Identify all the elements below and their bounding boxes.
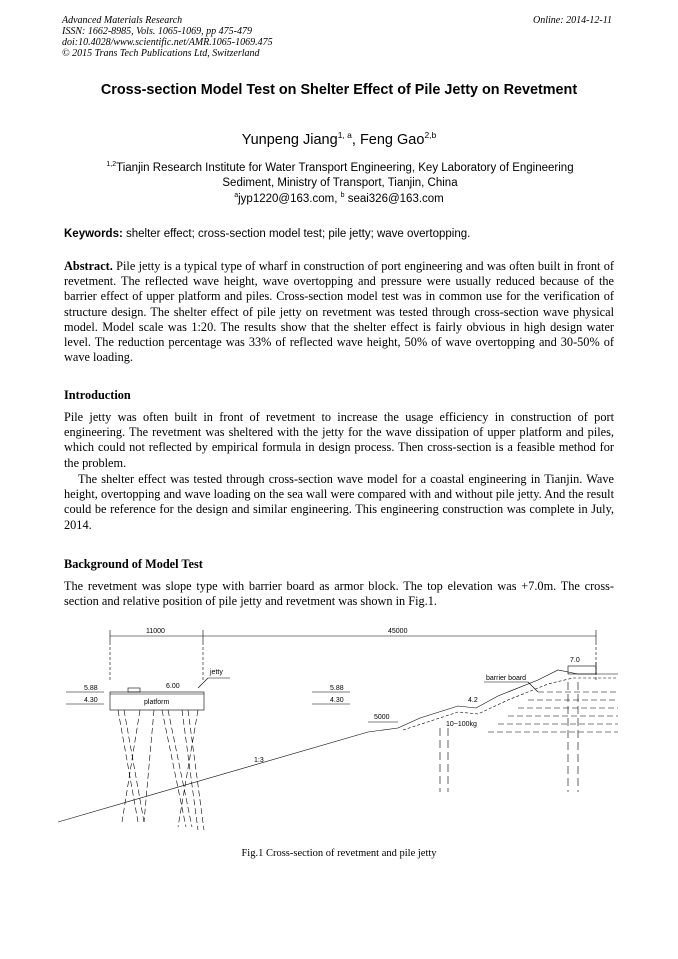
issn-line: ISSN: 1662-8985, Vols. 1065-1069, pp 475-479 [62, 26, 252, 37]
affiliation [80, 157, 600, 191]
berm-dimension: 5000 [374, 714, 390, 721]
online-date: Online: 2014-12-11 [533, 15, 612, 26]
water-hatching [488, 692, 618, 732]
seabed-line [58, 732, 368, 822]
journal-name: Advanced Materials Research [62, 15, 183, 26]
slope-label: 1:3 [254, 757, 264, 764]
email-b[interactable]: seai326@163.com [344, 192, 444, 205]
email-sep: , [334, 192, 341, 205]
author-2: Feng Gao [359, 131, 425, 148]
author-1-sup: 1, a [337, 130, 352, 140]
doi-line: doi:10.4028/www.scientific.net/AMR.1065-1069.475 [62, 37, 273, 48]
dim-left-label: 11000 [146, 628, 165, 635]
jetty-piles [118, 710, 204, 830]
water-level-low-left: 4.30 [84, 697, 98, 704]
email-line [40, 192, 638, 205]
email-b-sup: b [340, 192, 345, 199]
water-level-low-mid: 4.30 [330, 697, 344, 704]
heading-introduction: Introduction [64, 388, 131, 402]
water-level-high-left: 5.88 [84, 685, 98, 692]
author-sep: , [351, 131, 360, 148]
running-header [62, 15, 273, 59]
intro-paragraph-2: The shelter effect was tested through cross-section wave model for a coastal engineering in Tianjin. Wave height, overtopping and wave loading on the sea wall were compared with and without pile jetty. And the result could be reference for the design and similar engineering. This engineering construction was complete in July, 2014. [64, 472, 614, 532]
keywords [64, 228, 614, 240]
email-a[interactable]: jyp1220@163.com [238, 192, 335, 205]
keywords-text: shelter effect; cross-section model test; pile jetty; wave overtopping. [122, 228, 471, 240]
author-1: Yunpeng Jiang [241, 131, 338, 148]
author-line [40, 130, 638, 148]
armor-block-label: 10~100kg [446, 721, 477, 728]
affiliation-text: Tianjin Research Institute for Water Transport Engineering, Key Laboratory of Engineering Sediment, Ministry of Transport, Tianjin, China [116, 161, 574, 189]
barrier-board-label: barrier board [486, 675, 527, 682]
jetty-label: jetty [210, 669, 223, 676]
abstract-text: Pile jetty is a typical type of wharf in construction of port engineering and was often built in front of revetment. The reflected wave height, wave overtopping and pressure were usually reduced because of the barrier effect of upper platform and piles. Cross-section model test was in common use for the verification of structure design. The shelter effect of pile jetty on revetment was tested through cross-section wave physical model. Model scale was 1:20. The results show that the shelter effect is fairly obvious in high design water level. The reduction percentage was 33% of reflected wave height, 50% of wave overtopping and 30-50% of wave loading. [64, 259, 614, 365]
platform-label: platform [144, 699, 170, 706]
top-elevation: 7.0 [570, 657, 580, 664]
author-2-sup: 2,b [424, 130, 437, 140]
platform-elevation: 6.00 [166, 683, 180, 690]
abstract [64, 259, 614, 365]
email-a-sup: a [234, 192, 239, 199]
dim-right-label: 45000 [388, 628, 408, 635]
figure-caption: Fig.1 Cross-section of revetment and pile jetty [241, 848, 437, 859]
intro-paragraph-1: Pile jetty was often built in front of revetment to increase the usage efficiency in construction of port engineering. The revetment was sheltered with the jetty for the wave dissipation of upper platform and piles, which could not reflected by empirical formula in design process. Then cross-section is a feasible method for the problem. [64, 410, 614, 470]
background-paragraph: The revetment was slope type with barrier board as armor block. The top elevation was +7.0m. The cross-section and relative position of pile jetty and revetment was shown in Fig.1. [64, 579, 614, 609]
abstract-label: Abstract. [64, 259, 113, 273]
water-level-high-mid: 5.88 [330, 685, 344, 692]
mid-elevation: 4.2 [468, 697, 478, 704]
paper-title: Cross-section Model Test on Shelter Effect of Pile Jetty on Revetment [100, 82, 578, 98]
figure-cross-section [58, 622, 620, 837]
keywords-label: Keywords: [64, 228, 123, 240]
affiliation-sup: 1,2 [106, 161, 117, 168]
heading-background: Background of Model Test [64, 557, 203, 571]
copyright-line: © 2015 Trans Tech Publications Ltd, Switzerland [62, 48, 260, 59]
